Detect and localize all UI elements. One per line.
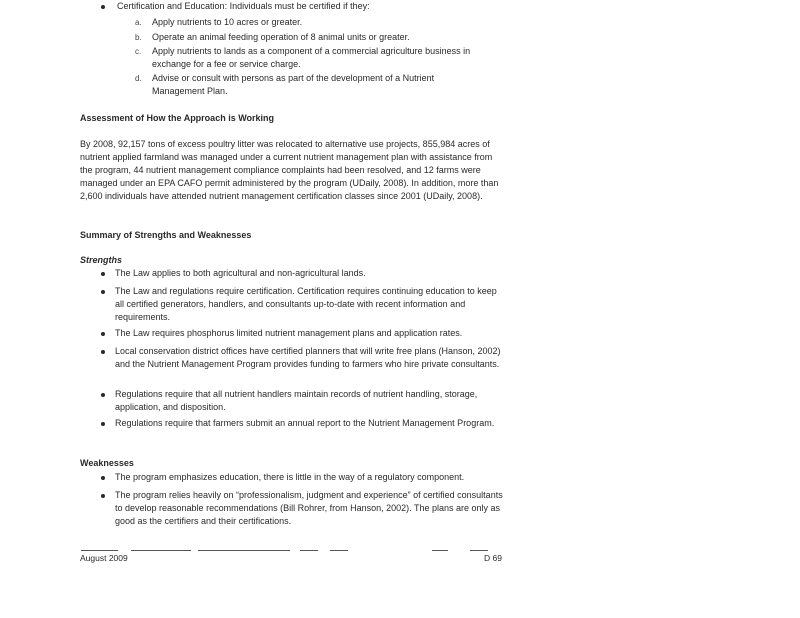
footer-date: August 2009: [80, 553, 128, 563]
bullet-dot-icon: [101, 494, 105, 498]
summary-heading: Summary of Strengths and Weaknesses: [80, 230, 252, 240]
footer-rule: [432, 550, 448, 551]
sub-item-marker: d.: [135, 74, 142, 83]
strength-item: Regulations require that all nutrient handlers maintain records of nutrient handling, storage, application, and disposition.: [115, 389, 478, 412]
assessment-paragraph: By 2008, 92,157 tons of excess poultry litter was relocated to alternative use projects, 855,984 acres of nutrient applied farmland was managed under a current nutrient management plan with assistance from the program, 44 nutrient management compliance complaints had been resolved, and 12 farms were managed under an EPA CAFO permit administered by the program (UDaily, 2008). In addition, more than 2,600 individuals have attended nutrient management certification classes since 2001 (UDaily, 2008).: [80, 139, 499, 201]
certification-item: Certification and Education: Individuals must be certified if they:: [117, 1, 370, 11]
bullet-dot-icon: [101, 422, 105, 426]
assessment-heading: Assessment of How the Approach is Working: [80, 113, 275, 123]
sub-item-text: Apply nutrients to lands as a component of a commercial agriculture business in exchange for a fee or service charge.: [152, 46, 471, 69]
bullet-dot-icon: [101, 290, 105, 294]
bullet-dot-icon: [101, 393, 105, 397]
bullet-dot-icon: [101, 476, 105, 480]
sub-item-marker: a.: [135, 18, 142, 27]
sub-item-marker: c.: [135, 47, 142, 56]
bullet-dot-icon: [101, 350, 105, 354]
bullet-dot-icon: [101, 5, 105, 9]
weakness-item: The program emphasizes education, there is little in the way of a regulatory component.: [115, 472, 465, 482]
strength-item: Regulations require that farmers submit an annual report to the Nutrient Management Program.: [115, 418, 495, 428]
bullet-dot-icon: [101, 332, 105, 336]
strength-item: The Law and regulations require certification. Certification requires continuing education to keep all certified generators, handlers, and consultants up-to-date with recent information and requirements.: [115, 286, 497, 322]
footer-rule: [81, 550, 118, 551]
strength-item: The Law requires phosphorus limited nutrient management plans and application rates.: [115, 328, 463, 338]
sub-item-text: Apply nutrients to 10 acres or greater.: [152, 17, 303, 27]
sub-item-text: Advise or consult with persons as part of the development of a Nutrient Management Plan.: [152, 73, 435, 96]
sub-item-marker: b.: [135, 33, 142, 42]
strength-item: Local conservation district offices have certified planners that will write free plans (Hanson, 2002) and the Nutrient Management Program provides funding to farmers who hire private consultants.: [115, 346, 501, 369]
strengths-label: Strengths: [80, 255, 123, 265]
bullet-dot-icon: [101, 272, 105, 276]
footer-rule: [198, 550, 290, 551]
sub-item-text: Operate an animal feeding operation of 8 animal units or greater.: [152, 32, 410, 42]
footer-rule: [300, 550, 318, 551]
weakness-item: The program relies heavily on “professionalism, judgment and experience” of certified consultants to develop reasonable recommendations (Bill Rohrer, from Hanson, 2002). The plans are only as good as the certifiers and their certifications.: [115, 490, 503, 526]
footer-page-number: D 69: [484, 553, 502, 563]
strength-item: The Law applies to both agricultural and non-agricultural lands.: [115, 268, 366, 278]
weaknesses-label: Weaknesses: [80, 458, 134, 468]
footer-rule: [131, 550, 191, 551]
footer-rule: [330, 550, 348, 551]
footer-rule: [470, 550, 488, 551]
